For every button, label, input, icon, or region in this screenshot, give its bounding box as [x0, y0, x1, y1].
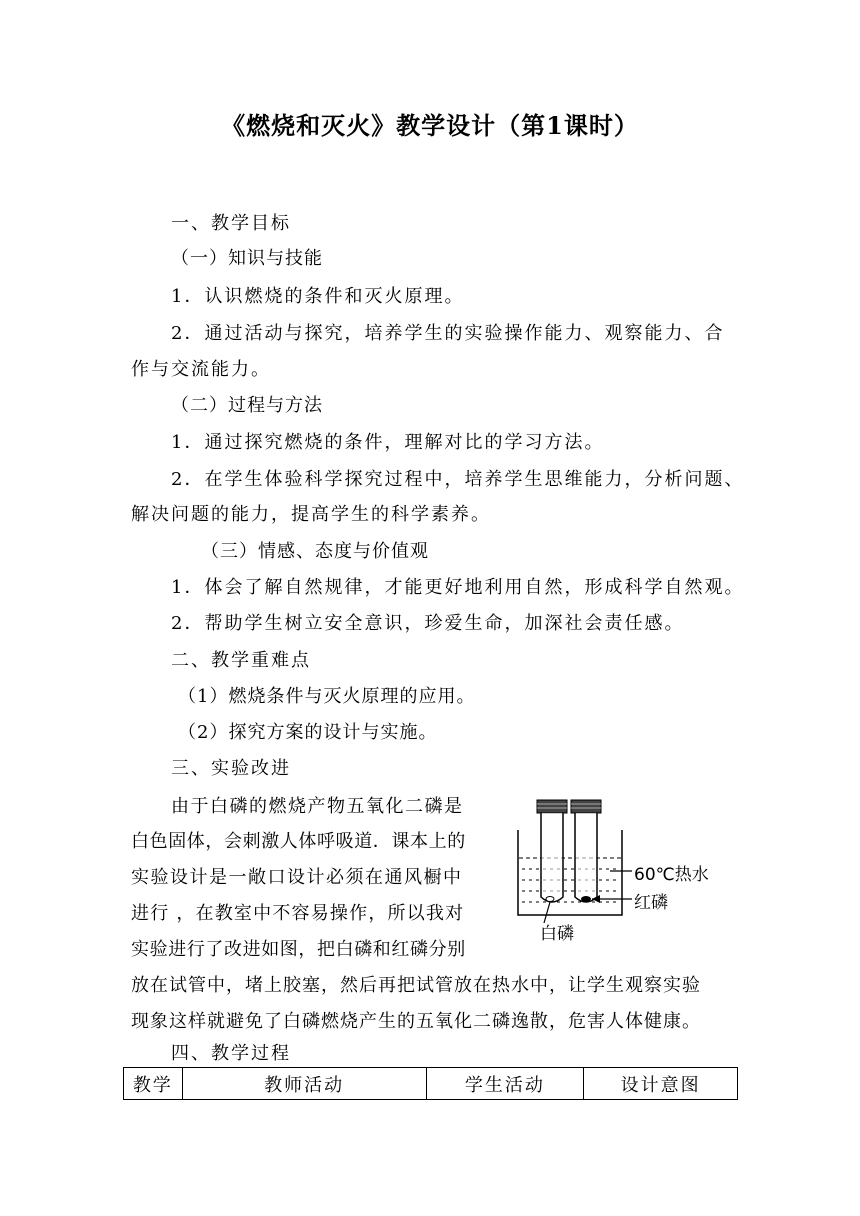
paragraph: 作与交流能力。 — [131, 359, 271, 380]
section-1-heading: 一、教学目标 — [171, 213, 291, 234]
paragraph: 放在试管中，堵上胶塞，然后再把试管放在热水中，让学生观察实验 — [131, 975, 701, 996]
test-tube-left — [541, 813, 563, 902]
water-hatching — [522, 869, 618, 902]
paragraph: 实验设计是一敞口设计必须在通风橱中 — [131, 867, 463, 888]
subsection-2-heading: （二）过程与方法 — [171, 395, 323, 416]
teaching-process-table — [123, 1067, 738, 1100]
paragraph: 2．通过活动与探究，培养学生的实验操作能力、观察能力、合 — [171, 323, 725, 344]
paragraph: （2）探究方案的设计与实施。 — [178, 722, 438, 743]
subsection-3-heading: （三）情感、态度与价值观 — [201, 541, 429, 562]
paragraph: 解决问题的能力，提高学生的科学素养。 — [131, 504, 491, 525]
figure-label-hot-water: 60℃热水 — [634, 865, 709, 885]
white-phosphorus-sample — [546, 897, 554, 902]
paragraph: 进行 ，在教室中不容易操作，所以我对 — [131, 903, 465, 924]
paragraph: 2．在学生体验科学探究过程中，培养学生思维能力，分析问题、 — [171, 469, 745, 490]
stopper-right — [571, 800, 601, 813]
figure-label-red-phosphorus: 红磷 — [634, 893, 668, 913]
paragraph: 现象这样就避免了白磷燃烧产生的五氧化二磷逸散，危害人体健康。 — [131, 1011, 701, 1032]
paragraph: 1．认识燃烧的条件和灭火原理。 — [171, 286, 465, 307]
table-header-cell: 设计意图 — [584, 1068, 738, 1100]
paragraph: 实验进行了改进如图，把白磷和红磷分别 — [131, 939, 466, 960]
paragraph: 由于白磷的燃烧产物五氧化二磷是 — [171, 796, 464, 817]
table-header-cell: 教师活动 — [182, 1068, 426, 1100]
experiment-figure — [510, 795, 725, 945]
table-header-row — [124, 1068, 738, 1100]
paragraph: 2．帮助学生树立安全意识，珍爱生命，加深社会责任感。 — [171, 613, 685, 634]
paragraph: （1）燃烧条件与灭火原理的应用。 — [178, 686, 476, 707]
document-title: 《燃烧和灭火》教学设计（第1课时） — [221, 111, 639, 140]
paragraph: 白色固体，会刺激人体呼吸道．课本上的 — [131, 831, 466, 852]
stopper-left — [537, 800, 567, 813]
test-tube-right — [575, 813, 597, 902]
section-2-heading: 二、教学重难点 — [171, 650, 311, 671]
red-phosphorus-sample — [581, 896, 591, 902]
table-header-cell: 学生活动 — [426, 1068, 584, 1100]
figure-label-white-phosphorus: 白磷 — [540, 924, 574, 944]
section-3-heading: 三、实验改进 — [171, 758, 291, 779]
subsection-1-heading: （一）知识与技能 — [171, 248, 323, 269]
paragraph: 1．体会了解自然规律，才能更好地利用自然，形成科学自然观。 — [171, 577, 745, 598]
paragraph: 1．通过探究燃烧的条件，理解对比的学习方法。 — [171, 432, 605, 453]
section-4-heading: 四、教学过程 — [171, 1043, 291, 1064]
table-header-cell: 教学 — [124, 1068, 183, 1100]
